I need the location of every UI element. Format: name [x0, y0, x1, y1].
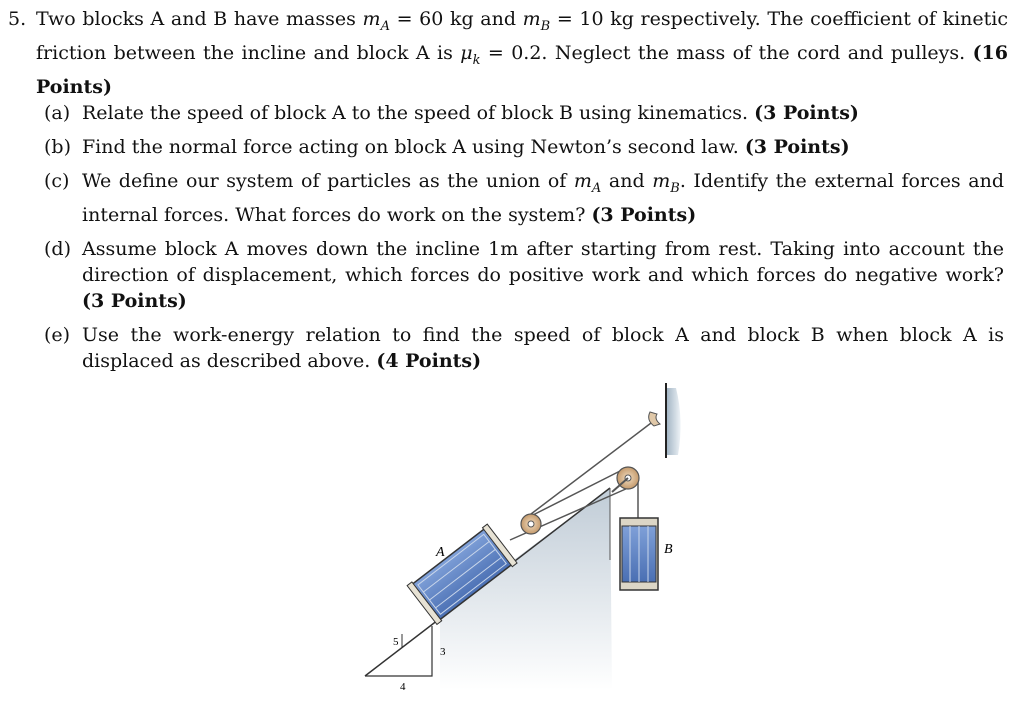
mass-b-subscript: B: [670, 180, 680, 196]
block-b: [620, 518, 658, 590]
mass-a-value: = 60 kg and: [389, 8, 523, 30]
part-label: (a): [44, 102, 71, 124]
part-points: (4 Points): [376, 349, 482, 372]
part-c: [44, 168, 1004, 228]
part-points: (3 Points): [744, 136, 850, 158]
part-label: (c): [44, 170, 70, 192]
mass-b-value: = 10 kg respectively. The coefficient of kinetic friction between the incline and block A is: [36, 8, 1009, 64]
question-parts: [44, 100, 1004, 382]
mu-value: = 0.2. Neglect the mass of the cord and pulleys.: [480, 41, 973, 64]
part-points: (3 Points): [591, 203, 697, 226]
mass-a-symbol: m: [362, 8, 381, 30]
mass-a-symbol: m: [573, 170, 592, 192]
problem-statement: [36, 6, 1008, 100]
problem-points: (16 Points): [36, 41, 1008, 98]
mu-subscript: k: [472, 52, 481, 68]
part-text: Assume block A moves down the incline 1m after starting from rest. Taking into account the direction of displacement, which forces do positive work and which forces do negative work?: [82, 237, 1004, 286]
part-label: (e): [44, 323, 71, 346]
part-text: We define our system of particles as the union of: [82, 170, 574, 192]
slope-label-hypotenuse: 5: [393, 636, 399, 648]
problem-5: [8, 6, 1008, 100]
part-points: (3 Points): [82, 289, 187, 312]
mass-a-subscript: A: [380, 18, 390, 34]
mass-a-subscript: A: [591, 180, 602, 196]
block-b-label: B: [664, 542, 673, 557]
part-text: Relate the speed of block A to the speed of block B using kinematics.: [82, 102, 755, 124]
statement-text: Two blocks A and B have masses: [36, 8, 363, 30]
part-text: Use the work-energy relation to find the speed of block A and block B when block A is displaced as described above.: [82, 323, 1004, 372]
block-a-label: A: [436, 545, 445, 560]
problem-number: 5.: [8, 8, 27, 30]
mu-symbol: μ: [460, 41, 473, 64]
mass-b-symbol: m: [522, 8, 541, 30]
slope-label-run: 4: [400, 681, 406, 693]
part-text: . Identify the external forces and internal forces. What forces do work on the system?: [82, 170, 1004, 226]
part-label: (d): [44, 237, 71, 260]
mass-b-subscript: B: [540, 18, 551, 34]
part-points: (3 Points): [754, 102, 859, 124]
slope-label-rise: 3: [440, 646, 446, 658]
part-d: [44, 236, 1004, 314]
part-text: and: [601, 170, 653, 192]
part-e: [44, 322, 1004, 374]
cord-wall-to-pulley: [531, 420, 655, 514]
part-label: (b): [44, 136, 71, 158]
mass-b-symbol: m: [652, 170, 671, 192]
wall: [666, 388, 681, 455]
cord-upper: [531, 468, 626, 516]
pulley-incline-figure: [360, 375, 690, 705]
part-b: [44, 134, 1004, 160]
part-text: Find the normal force acting on block A using Newton’s second law.: [82, 136, 745, 158]
part-a: [44, 100, 1004, 126]
